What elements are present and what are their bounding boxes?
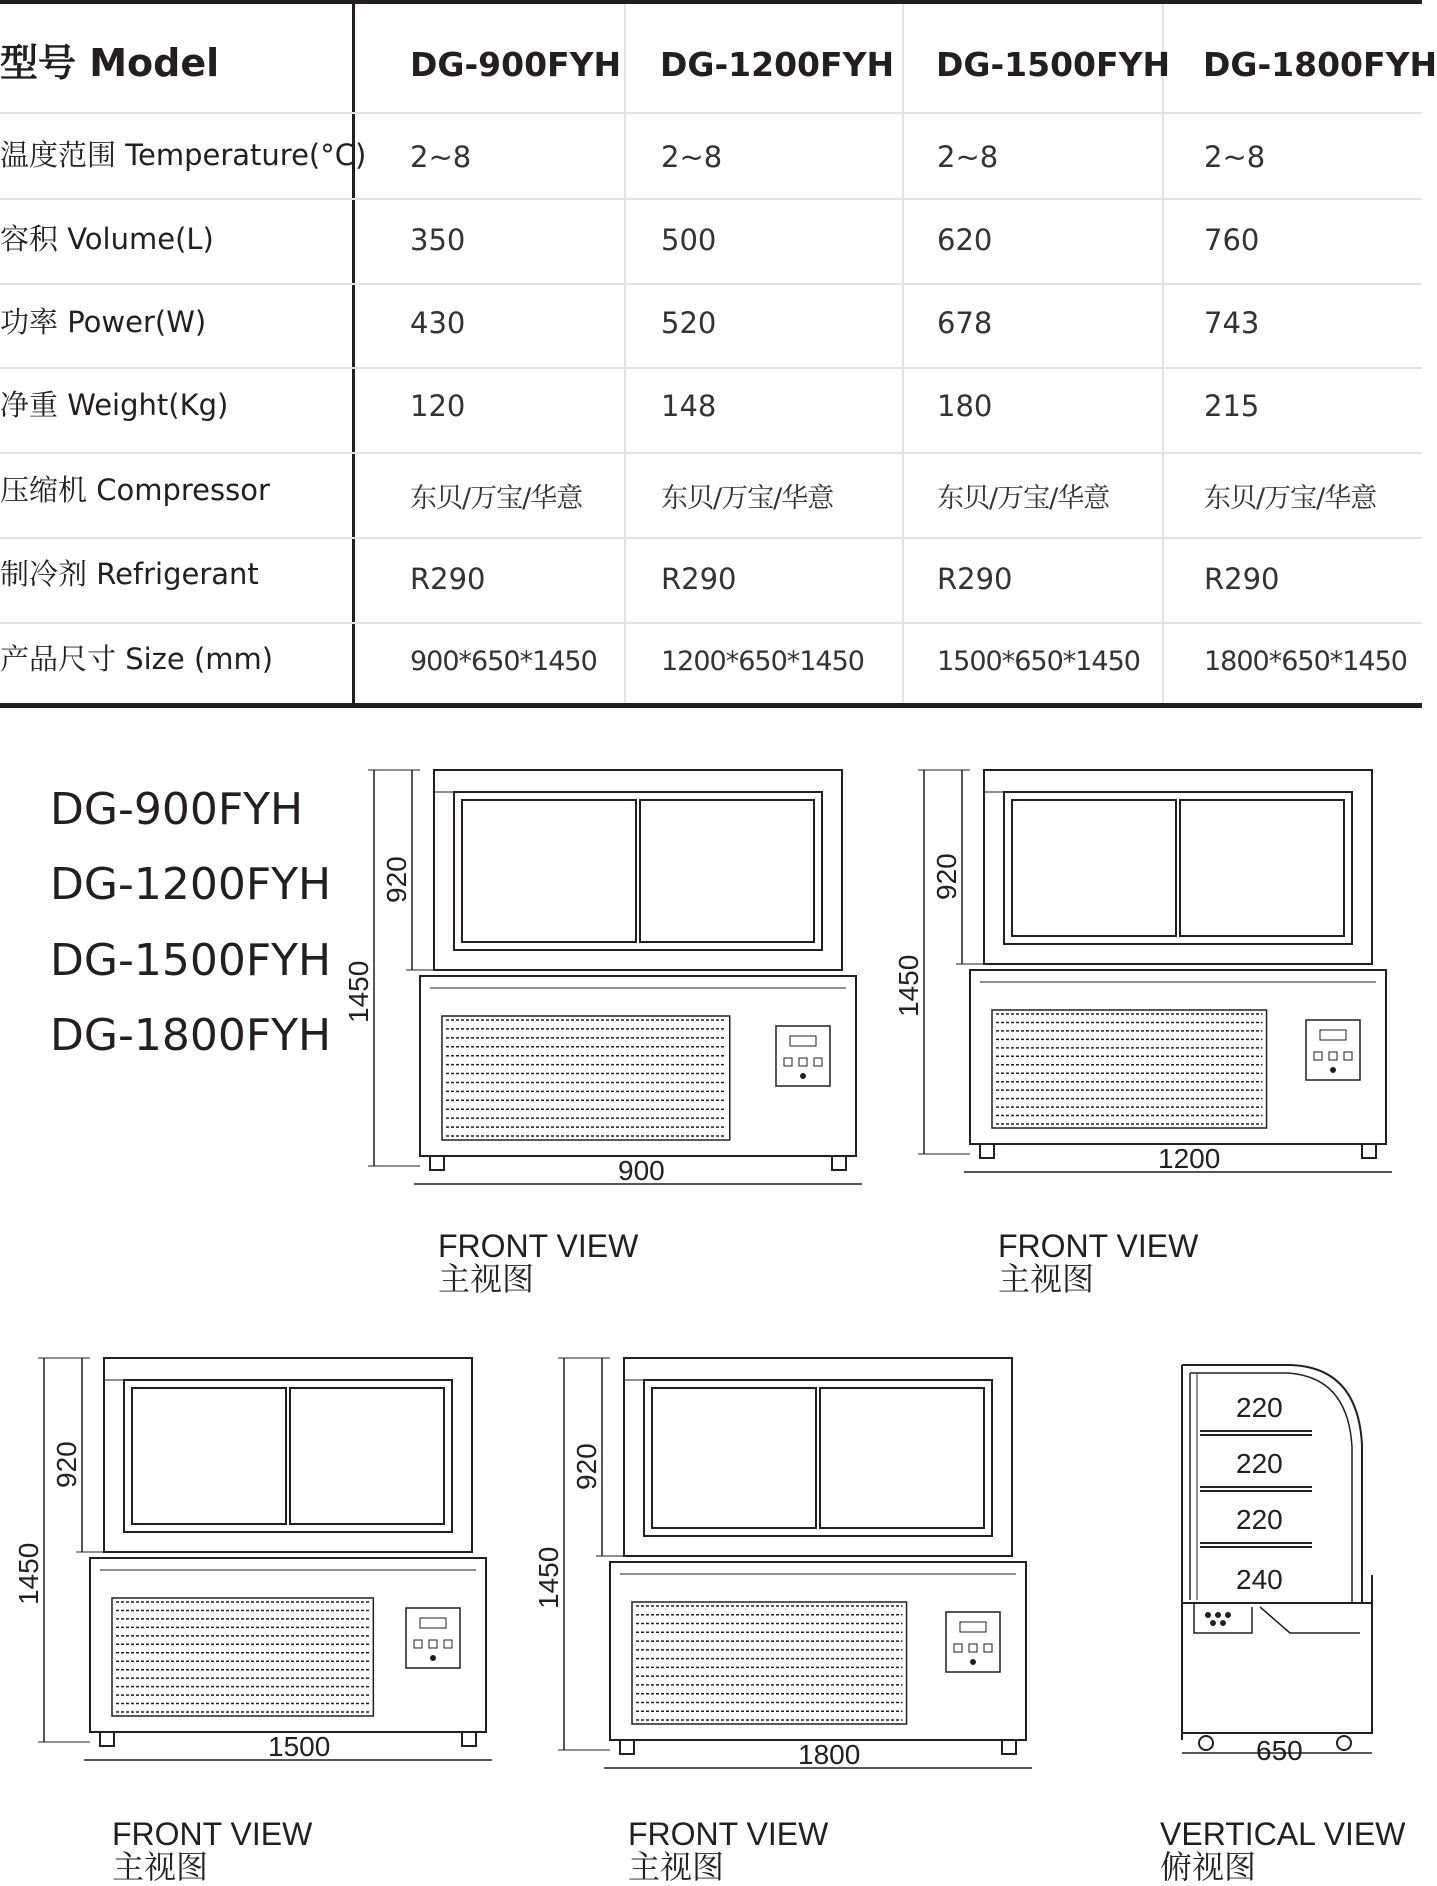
glass-frame-inner — [124, 1380, 452, 1532]
caption-front-view-zh: 主视图 — [112, 1848, 209, 1886]
control-button-icon — [444, 1640, 452, 1648]
caption-vertical-view-en: VERTICAL VIEW — [1160, 1816, 1406, 1852]
vent-grille — [112, 1598, 373, 1716]
height-label: 1450 — [533, 1546, 564, 1609]
caster-wheel — [100, 1732, 114, 1746]
control-button-icon — [429, 1640, 437, 1648]
caption-front-view-en: FRONT VIEW — [998, 1228, 1199, 1264]
table-cell: 东贝/万宝/华意 — [937, 483, 1110, 514]
model-list-item: DG-900FYH — [50, 784, 304, 835]
caption-front-view-en: FRONT VIEW — [628, 1816, 829, 1852]
model-list-item: DG-1500FYH — [50, 935, 332, 986]
shelf-spacing-label: 220 — [1236, 1392, 1283, 1423]
shelf — [1200, 1487, 1312, 1491]
shelf — [1200, 1543, 1312, 1547]
caster-wheel — [620, 1740, 634, 1754]
base-cabinet — [610, 1562, 1026, 1740]
row-separator — [0, 198, 1422, 200]
table-cell: 2~8 — [1204, 140, 1266, 174]
control-button-icon — [799, 1058, 807, 1066]
table-cell: 东贝/万宝/华意 — [410, 483, 583, 514]
control-button-icon — [984, 1644, 992, 1652]
header-model-label: 型号 Model — [0, 41, 220, 85]
temperature-display — [960, 1622, 986, 1632]
row-separator — [0, 112, 1422, 114]
front-view-svg — [343, 760, 870, 1192]
glass-height-label: 920 — [571, 1443, 602, 1490]
caster-wheel — [1362, 1144, 1376, 1158]
vent-hole — [1206, 1613, 1210, 1617]
control-button-icon — [814, 1058, 822, 1066]
shelf — [1200, 1431, 1312, 1435]
table-cell: 520 — [661, 306, 717, 340]
caster-wheel — [832, 1156, 846, 1170]
caster-wheel — [1337, 1736, 1351, 1750]
row-label-weight: 净重 Weight(Kg) — [0, 388, 229, 422]
header-model-3: DG-1500FYH — [936, 45, 1171, 84]
table-cell: 东贝/万宝/华意 — [661, 483, 834, 514]
indicator-light — [801, 1074, 805, 1078]
temperature-display — [1320, 1030, 1346, 1040]
vent-hole — [1226, 1613, 1230, 1617]
temperature-display — [420, 1618, 446, 1628]
row-label-temperature: 温度范围 Temperature(°C) — [0, 138, 367, 172]
table-cell: 2~8 — [410, 140, 472, 174]
table-cell: 620 — [937, 223, 993, 257]
indicator-light — [1331, 1068, 1335, 1072]
front-view-drawing-1800 — [533, 1348, 1040, 1780]
width-label: 1200 — [1158, 1143, 1221, 1174]
table-cell: 120 — [410, 389, 466, 423]
caption-front-view-zh: 主视图 — [438, 1260, 535, 1298]
caster-wheel — [1199, 1736, 1213, 1750]
table-cell: 350 — [410, 223, 466, 257]
front-view-svg — [533, 1348, 1040, 1776]
row-label-compressor: 压缩机 Compressor — [0, 473, 270, 507]
sliding-door-right — [290, 1388, 444, 1524]
table-cell: 678 — [937, 306, 993, 340]
sliding-door-right — [820, 1388, 984, 1528]
glass-height-label: 920 — [381, 856, 412, 903]
vent-hole — [1216, 1613, 1220, 1617]
table-cell: 2~8 — [937, 140, 999, 174]
table-bottom-rule — [0, 703, 1422, 708]
width-label: 900 — [618, 1155, 665, 1186]
table-cell: 1200*650*1450 — [661, 646, 864, 677]
caption-front-view-en: FRONT VIEW — [438, 1228, 639, 1264]
indicator-light — [431, 1656, 435, 1660]
indicator-light — [971, 1660, 975, 1664]
table-cell: R290 — [410, 562, 486, 596]
width-label: 1800 — [798, 1739, 861, 1770]
height-label: 1450 — [893, 954, 924, 1017]
glass-height-label: 920 — [51, 1441, 82, 1488]
caption-vertical-view-zh: 俯视图 — [1160, 1848, 1257, 1886]
table-cell: 2~8 — [661, 140, 723, 174]
sliding-door-left — [1012, 800, 1176, 936]
table-top-rule — [0, 0, 1422, 4]
caster-wheel — [462, 1732, 476, 1746]
control-button-icon — [784, 1058, 792, 1066]
table-label-divider — [352, 4, 355, 704]
table-cell: 430 — [410, 306, 466, 340]
row-separator — [0, 537, 1422, 539]
sliding-door-left — [132, 1388, 286, 1524]
front-view-svg — [893, 760, 1400, 1180]
caption-front-view-zh: 主视图 — [628, 1848, 725, 1886]
vent-grille — [632, 1602, 907, 1724]
front-view-drawing-900 — [343, 760, 870, 1196]
front-view-svg — [13, 1348, 500, 1768]
table-cell: R290 — [1204, 562, 1280, 596]
row-label-power: 功率 Power(W) — [0, 305, 207, 339]
side-view-drawing — [1160, 1345, 1390, 1765]
sliding-door-left — [652, 1388, 816, 1528]
table-col-divider — [902, 4, 904, 704]
glass-frame-inner — [1004, 792, 1352, 944]
height-label: 1450 — [13, 1542, 44, 1605]
table-cell: R290 — [937, 562, 1013, 596]
row-label-volume: 容积 Volume(L) — [0, 222, 214, 256]
width-label: 1500 — [268, 1731, 331, 1762]
table-cell: 215 — [1204, 389, 1260, 423]
vent-grille — [442, 1016, 730, 1140]
drain-tray — [1260, 1607, 1360, 1633]
header-model-1: DG-900FYH — [410, 45, 622, 84]
front-view-drawing-1200 — [893, 760, 1400, 1184]
row-separator — [0, 367, 1422, 369]
control-button-icon — [414, 1640, 422, 1648]
table-cell: 1800*650*1450 — [1204, 646, 1407, 677]
header-model-4: DG-1800FYH — [1203, 45, 1437, 84]
caster-wheel — [430, 1156, 444, 1170]
vent-grille — [992, 1010, 1267, 1128]
control-button-icon — [954, 1644, 962, 1652]
caption-front-view-zh: 主视图 — [998, 1260, 1095, 1298]
model-list-item: DG-1800FYH — [50, 1010, 332, 1061]
vent-hole — [1211, 1621, 1215, 1625]
sliding-door-left — [462, 800, 636, 942]
table-cell: 500 — [661, 223, 717, 257]
row-separator — [0, 452, 1422, 454]
control-button-icon — [1329, 1052, 1337, 1060]
row-separator — [0, 283, 1422, 285]
shelf-spacing-label: 240 — [1236, 1564, 1283, 1595]
table-cell: 900*650*1450 — [410, 646, 597, 677]
table-cell: 东贝/万宝/华意 — [1204, 483, 1377, 514]
front-view-drawing-1500 — [13, 1348, 500, 1772]
row-label-size: 产品尺寸 Size (mm) — [0, 642, 274, 676]
table-cell: R290 — [661, 562, 737, 596]
glass-height-label: 920 — [931, 853, 962, 900]
glass-frame-inner — [454, 792, 822, 950]
height-label: 1450 — [343, 960, 374, 1023]
shelf-spacing-label: 220 — [1236, 1448, 1283, 1479]
table-col-divider — [1162, 4, 1164, 704]
spec-table — [0, 0, 1437, 708]
temperature-display — [790, 1036, 816, 1046]
sliding-door-right — [1180, 800, 1344, 936]
table-cell: 148 — [661, 389, 717, 423]
table-cell: 1500*650*1450 — [937, 646, 1140, 677]
caster-wheel — [980, 1144, 994, 1158]
depth-label: 650 — [1256, 1735, 1303, 1766]
table-cell: 760 — [1204, 223, 1260, 257]
control-button-icon — [1314, 1052, 1322, 1060]
sliding-door-right — [640, 800, 814, 942]
table-cell: 743 — [1204, 306, 1260, 340]
compressor-box — [1194, 1603, 1252, 1633]
control-button-icon — [969, 1644, 977, 1652]
header-model-2: DG-1200FYH — [660, 45, 895, 84]
glass-frame-inner — [644, 1380, 992, 1536]
table-col-divider — [624, 4, 626, 704]
row-label-refrigerant: 制冷剂 Refrigerant — [0, 557, 259, 591]
row-separator — [0, 622, 1422, 624]
caster-wheel — [1002, 1740, 1016, 1754]
vent-hole — [1221, 1621, 1225, 1625]
shelf-spacing-label: 220 — [1236, 1504, 1283, 1535]
model-list-item: DG-1200FYH — [50, 859, 332, 910]
caption-front-view-en: FRONT VIEW — [112, 1816, 313, 1852]
table-cell: 180 — [937, 389, 993, 423]
control-button-icon — [1344, 1052, 1352, 1060]
